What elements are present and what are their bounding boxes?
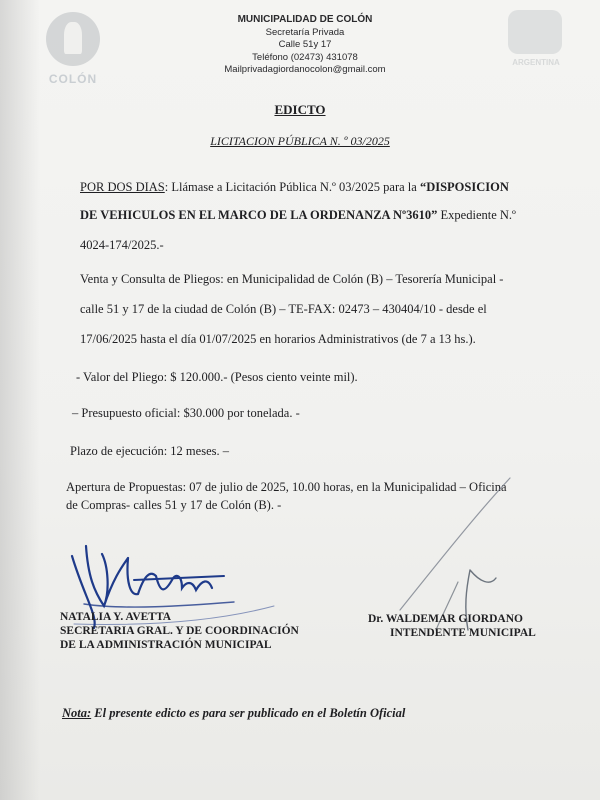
document-title: EDICTO: [274, 102, 326, 117]
signatory-left-name: NATALIA Y. AVETTA: [60, 611, 172, 623]
presupuesto-oficial: – Presupuesto oficial: $30.000 por tonelada. -: [72, 406, 300, 420]
logo-right-text: ARGENTINA: [512, 58, 560, 67]
signatory-left-role-2: DE LA ADMINISTRACIÓN MUNICIPAL: [60, 639, 272, 651]
venta-line-3: 17/06/2025 hasta el día 01/07/2025 en horarios Administrativos (de 7 a 13 hs.).: [80, 332, 476, 346]
intro-line-1: [80, 180, 509, 195]
signatory-right-name: Dr. WALDEMAR GIORDANO: [368, 613, 523, 625]
apertura-line-2: de Compras- calles 51 y 17 de Colón (B). -: [66, 498, 282, 512]
document-subtitle: LICITACION PÚBLICA N. º 03/2025: [210, 134, 390, 148]
letterhead-org: MUNICIPALIDAD DE COLÓN: [237, 14, 373, 25]
intro-line-3: 4024-174/2025.-: [80, 238, 164, 252]
logo-right-emblem-icon: [508, 10, 562, 54]
intro-bold-1: “DISPOSICION: [419, 180, 509, 194]
letterhead-office: Secretaría Privada: [265, 26, 345, 38]
page-shadow: [0, 0, 40, 800]
letterhead: [190, 14, 420, 77]
intro-line-2: [80, 208, 516, 223]
venta-line-2: calle 51 y 17 de la ciudad de Colón (B) – TE-FAX: 02473 – 430404/10 - desde el: [80, 302, 487, 316]
logo-emblem-icon: [46, 12, 100, 66]
publication-note: [62, 706, 405, 721]
note-text: El presente edicto es para ser publicado en el Boletín Oficial: [91, 706, 406, 720]
signatory-right-role: INTENDENTE MUNICIPAL: [390, 627, 536, 639]
letterhead-phone: Teléfono (02473) 431078: [252, 51, 358, 63]
valor-pliego: - Valor del Pliego: $ 120.000.- (Pesos ciento veinte mil).: [76, 370, 358, 384]
intro-lead: POR DOS DIAS: [80, 180, 165, 194]
intro-line1-rest: : Llámase a Licitación Pública N.º 03/2025 para la: [164, 180, 420, 194]
signatory-left: [60, 610, 299, 652]
intro-line2-rest: Expediente N.º: [437, 208, 516, 222]
municipal-logo: [42, 8, 104, 90]
national-logo: [500, 6, 572, 70]
signatory-left-role-1: SECRETARIA GRAL. Y DE COORDINACIÓN: [60, 625, 299, 637]
note-label: Nota:: [62, 706, 92, 720]
venta-line-1: Venta y Consulta de Pliegos: en Municipalidad de Colón (B) – Tesorería Municipal -: [80, 272, 504, 286]
plazo-ejecucion: Plazo de ejecución: 12 meses. –: [70, 444, 229, 458]
intro-bold-2: DE VEHICULOS EN EL MARCO DE LA ORDENANZA Nº3610”: [80, 208, 438, 222]
apertura-line-1: Apertura de Propuestas: 07 de julio de 2025, 10.00 horas, en la Municipalidad – Oficina: [66, 480, 507, 494]
letterhead-email: Mailprivadagiordanocolon@gmail.com: [224, 64, 386, 75]
logo-left-text: COLÓN: [48, 72, 98, 86]
letterhead-address: Calle 51y 17: [278, 39, 332, 50]
signatory-right: [368, 612, 536, 640]
